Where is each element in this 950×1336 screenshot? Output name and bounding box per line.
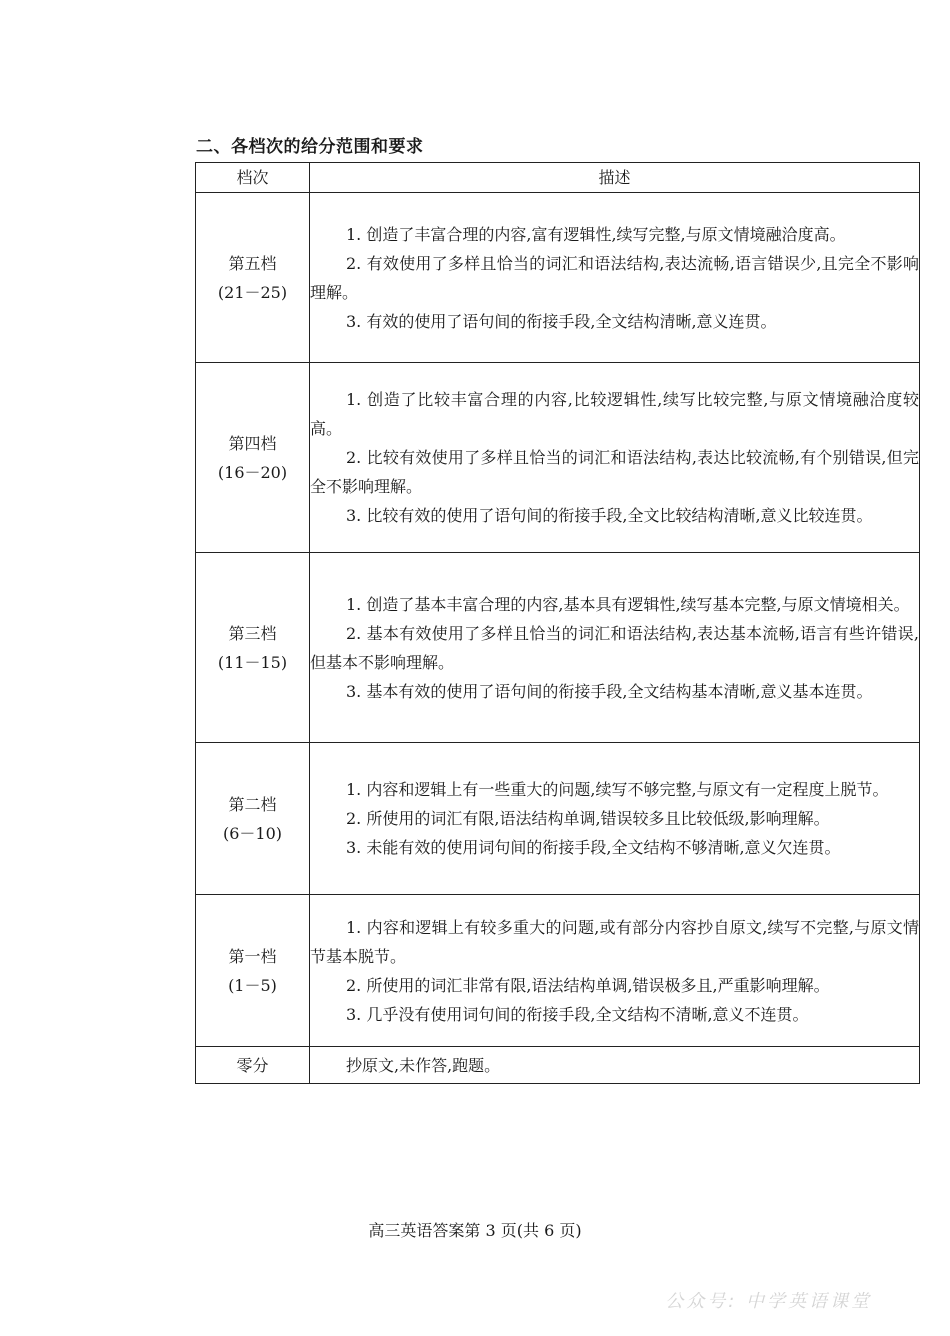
level-cell: [196, 743, 310, 895]
criterion-item: 2. 所使用的词汇非常有限,语法结构单调,错误极多且,严重影响理解。: [346, 975, 830, 995]
criterion-item: 2. 基本有效使用了多样且恰当的词汇和语法结构,表达基本流畅,语言有些许错误,但基本不影响理解。: [310, 623, 919, 672]
criterion-item: 3. 未能有效的使用词句间的衔接手段,全文结构不够清晰,意义欠连贯。: [346, 838, 841, 857]
level-name: 第一档: [228, 946, 277, 966]
level-range: (21－25): [217, 282, 288, 302]
level-name: 第二档: [228, 794, 277, 814]
table-row: [196, 553, 920, 743]
table-row: [196, 1047, 920, 1084]
section-title: 二、各档次的给分范围和要求: [196, 137, 424, 157]
description-cell: [310, 553, 920, 743]
criterion-item: 2. 所使用的词汇有限,语法结构单调,错误较多且比较低级,影响理解。: [346, 809, 830, 828]
criterion-item: 3. 基本有效的使用了语句间的衔接手段,全文结构基本清晰,意义基本连贯。: [346, 681, 873, 701]
level-cell: [196, 193, 310, 363]
criterion-item: 1. 创造了丰富合理的内容,富有逻辑性,续写完整,与原文情境融洽度高。: [346, 224, 846, 244]
table-header-row: [196, 163, 920, 193]
criterion-item: 1. 内容和逻辑上有较多重大的问题,或有部分内容抄自原文,续写不完整,与原文情节基本脱节。: [310, 917, 919, 966]
column-header-level: 档次: [196, 163, 310, 193]
criterion-item: 抄原文,未作答,跑题。: [346, 1055, 501, 1075]
page-footer: 高三英语答案第 3 页(共 6 页): [368, 1221, 582, 1240]
level-cell: [196, 895, 310, 1047]
description-cell: [310, 193, 920, 363]
level-range: (1－5): [228, 975, 277, 995]
table-row: [196, 363, 920, 553]
scoring-table: [195, 162, 920, 1084]
criterion-item: 3. 比较有效的使用了语句间的衔接手段,全文比较结构清晰,意义比较连贯。: [346, 506, 873, 525]
criterion-item: 1. 内容和逻辑上有一些重大的问题,续写不够完整,与原文有一定程度上脱节。: [346, 780, 889, 799]
criterion-item: 2. 有效使用了多样且恰当的词汇和语法结构,表达流畅,语言错误少,且完全不影响理解。: [310, 253, 919, 302]
description-cell: [310, 363, 920, 553]
level-range: (16－20): [217, 462, 288, 482]
level-cell: [196, 553, 310, 743]
criterion-item: 1. 创造了基本丰富合理的内容,基本具有逻辑性,续写基本完整,与原文情境相关。: [346, 594, 910, 614]
criterion-item: 3. 有效的使用了语句间的衔接手段,全文结构清晰,意义连贯。: [346, 311, 777, 331]
watermark: 公众号: 中学英语课堂: [665, 1291, 872, 1312]
level-cell: [196, 1047, 310, 1084]
criterion-item: 3. 几乎没有使用词句间的衔接手段,全文结构不清晰,意义不连贯。: [346, 1004, 809, 1024]
level-range: (6－10): [222, 823, 283, 843]
criterion-item: 1. 创造了比较丰富合理的内容,比较逻辑性,续写比较完整,与原文情境融洽度较高。: [310, 390, 919, 438]
table-row: [196, 895, 920, 1047]
level-cell: [196, 363, 310, 553]
level-range: (11－15): [217, 652, 288, 672]
criterion-item: 2. 比较有效使用了多样且恰当的词汇和语法结构,表达比较流畅,有个别错误,但完全不影响理解。: [310, 448, 919, 496]
column-header-description: 描述: [310, 163, 920, 193]
table-row: [196, 743, 920, 895]
level-name: 第五档: [228, 253, 277, 273]
description-cell: [310, 895, 920, 1047]
level-name: 第四档: [228, 433, 277, 453]
table-row: [196, 193, 920, 363]
level-name: 零分: [236, 1055, 269, 1075]
description-cell: [310, 743, 920, 895]
level-name: 第三档: [228, 623, 277, 643]
description-cell: [310, 1047, 920, 1084]
